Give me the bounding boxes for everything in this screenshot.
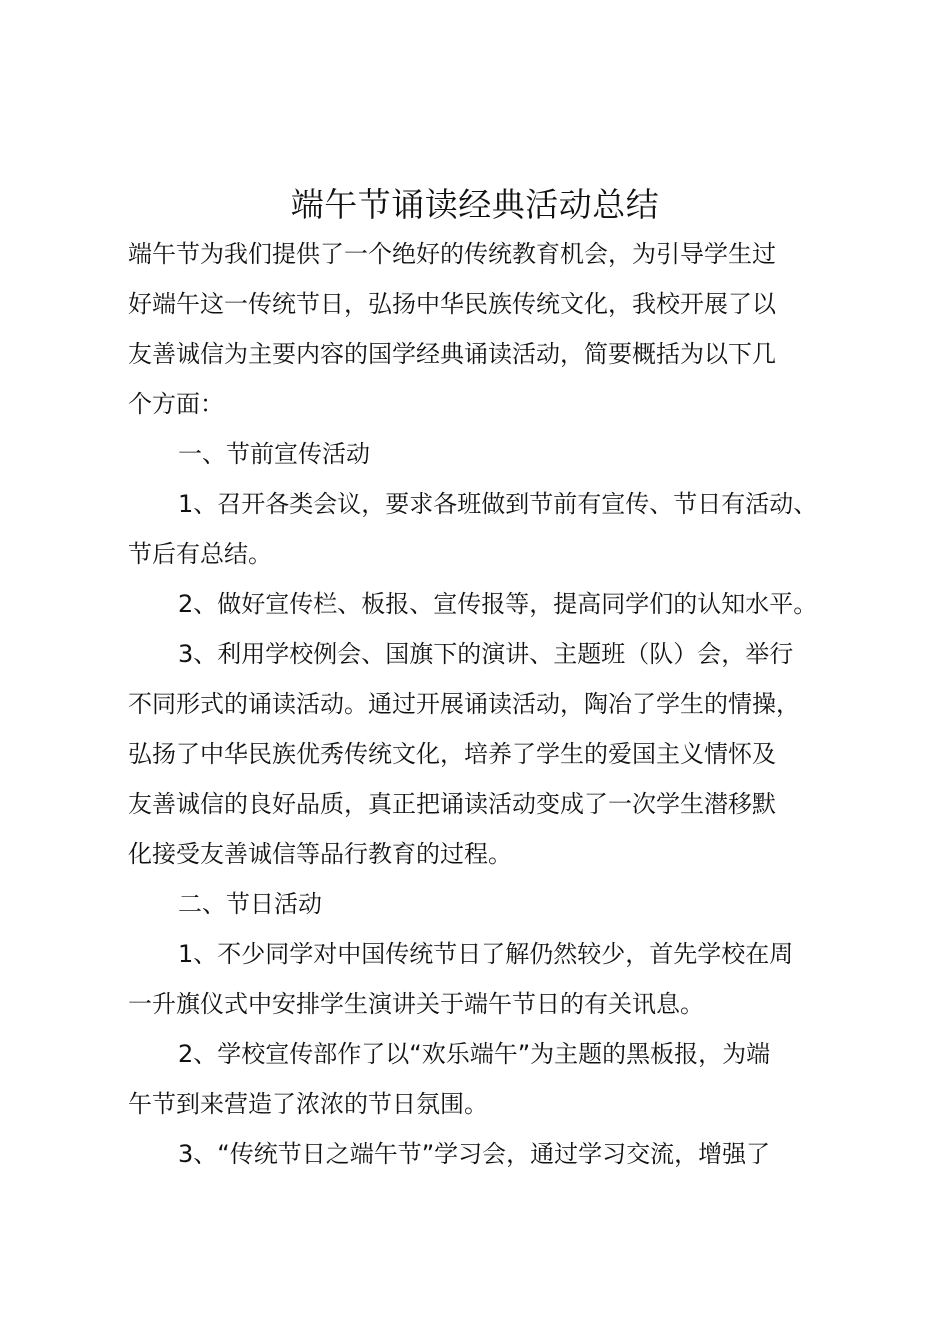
document-body <box>128 229 848 1179</box>
text-line: 1、召开各类会议，要求各班做到节前有宣传、节日有活动、 <box>178 490 818 518</box>
text-line: 不同形式的诵读活动。通过开展诵读活动，陶冶了学生的情操， <box>128 690 800 718</box>
text-line: 好端午这一传统节日，弘扬中华民族传统文化，我校开展了以 <box>128 290 776 318</box>
text-line: 节后有总结。 <box>128 540 272 568</box>
text-line: 个方面： <box>128 390 224 418</box>
document-title: 端午节诵读经典活动总结 <box>290 185 660 224</box>
text-line: 二、节日活动 <box>178 890 322 918</box>
text-line: 友善诚信为主要内容的国学经典诵读活动，简要概括为以下几 <box>128 340 776 368</box>
text-line: 一升旗仪式中安排学生演讲关于端午节日的有关讯息。 <box>128 990 704 1018</box>
text-line: 化接受友善诚信等品行教育的过程。 <box>128 840 512 868</box>
text-line: 1、不少同学对中国传统节日了解仍然较少，首先学校在周 <box>178 940 794 968</box>
text-line: 端午节为我们提供了一个绝好的传统教育机会，为引导学生过 <box>128 240 776 268</box>
text-line: 午节到来营造了浓浓的节日氛围。 <box>128 1090 488 1118</box>
text-line: 3、“传统节日之端午节”学习会，通过学习交流，增强了 <box>178 1140 771 1168</box>
text-line: 友善诚信的良好品质，真正把诵读活动变成了一次学生潜移默 <box>128 790 776 818</box>
text-line: 3、利用学校例会、国旗下的演讲、主题班（队）会，举行 <box>178 640 794 668</box>
text-line: 2、做好宣传栏、板报、宣传报等，提高同学们的认知水平。 <box>178 590 818 618</box>
text-line: 2、学校宣传部作了以“欢乐端午”为主题的黑板报，为端 <box>178 1040 771 1068</box>
text-line: 一、节前宣传活动 <box>178 440 370 468</box>
text-line: 弘扬了中华民族优秀传统文化，培养了学生的爱国主义情怀及 <box>128 740 776 768</box>
